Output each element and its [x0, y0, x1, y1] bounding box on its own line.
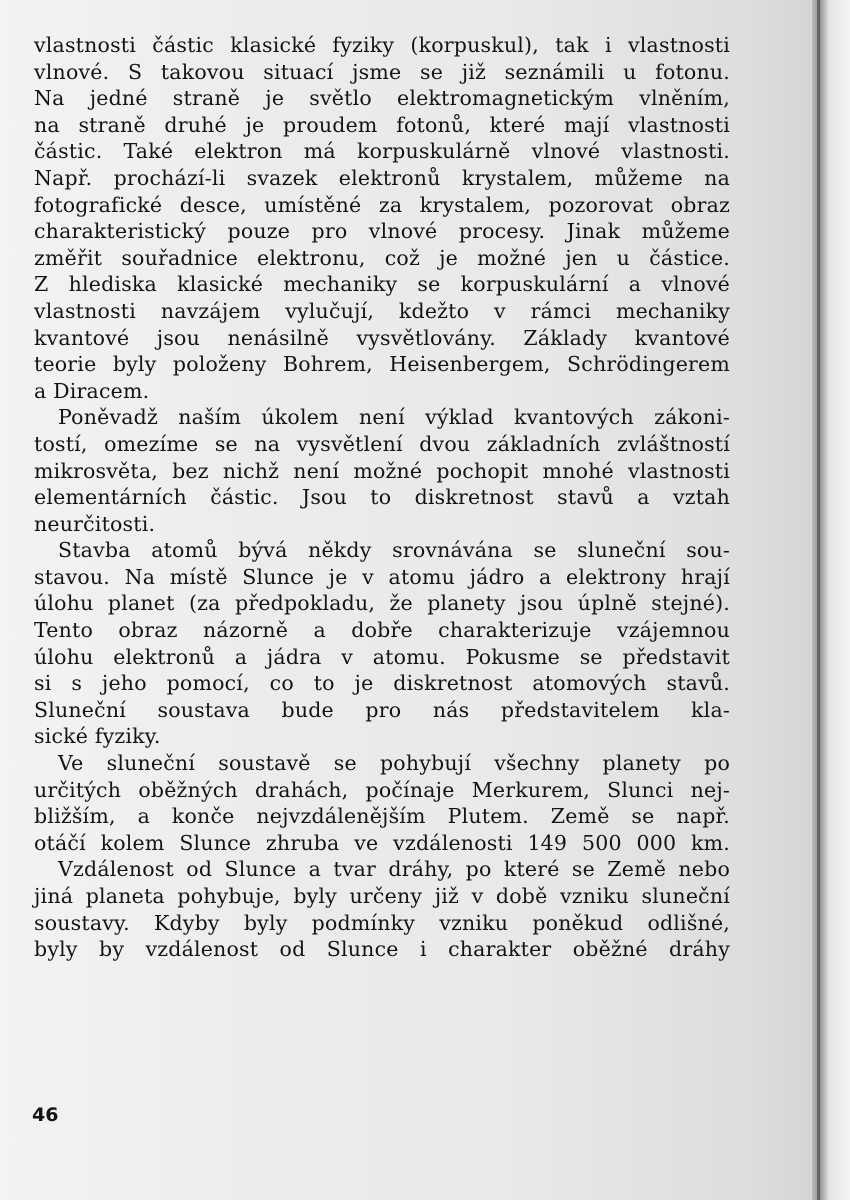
page-edge-line [817, 0, 820, 1200]
paragraph-3 [34, 537, 730, 750]
text-line: Z hlediska klasické mechaniky se korpuskulární a vlnové [34, 272, 730, 297]
text-line: mikrosvěta, bez nichž není možné pochopit mnohé vlastnosti [34, 458, 730, 483]
text-line: Na jedné straně je světlo elektromagnetickým vlněním, [34, 86, 730, 111]
text-line: elementárních částic. Jsou to diskretnost stavů a vztah [34, 485, 730, 510]
text-line: teorie byly položeny Bohrem, Heisenbergem, Schrödingerem [34, 352, 730, 377]
paragraph-2 [34, 404, 730, 537]
text-line: si s jeho pomocí, co to je diskretnost atomových stavů. [34, 671, 730, 696]
text-line: vlnové. S takovou situací jsme se již seznámili u fotonu. [34, 59, 730, 84]
paragraph-4 [34, 750, 730, 856]
text-line: fotografické desce, umístěné za krystalem, pozorovat obraz [34, 192, 730, 217]
text-line: stavou. Na místě Slunce je v atomu jádro a elektrony hrají [34, 564, 730, 589]
text-line: určitých oběžných drahách, počínaje Merkurem, Slunci nej- [34, 777, 730, 802]
text-line: úlohu planet (za předpokladu, že planety jsou úplně stejné). [34, 591, 730, 616]
text-line: byly by vzdálenost od Slunce i charakter oběžné dráhy [34, 937, 730, 962]
page-number: 46 [32, 1104, 59, 1126]
text-line: bližším, a konče nejvzdálenějším Plutem. Země se např. [34, 804, 730, 829]
text-line: neurčitosti. [34, 511, 156, 536]
text-line: kvantové jsou nenásilně vysvětlovány. Základy kvantové [34, 325, 730, 350]
text-line: sické fyziky. [34, 724, 161, 749]
body-text [34, 32, 730, 963]
text-line: vlastnosti částic klasické fyziky (korpuskul), tak i vlastnosti [34, 33, 730, 57]
text-line: Vzdálenost od Slunce a tvar dráhy, po které se Země nebo [58, 857, 730, 882]
text-line: jiná planeta pohybuje, byly určeny již v době vzniku sluneční [34, 884, 730, 908]
text-line: změřit souřadnice elektronu, což je možné jen u částice. [34, 245, 730, 270]
text-line: charakteristický pouze pro vlnové procesy. Jinak můžeme [34, 219, 730, 244]
text-line: Poněvadž naším úkolem není výklad kvantových zákoni- [58, 405, 730, 430]
text-line: na straně druhé je proudem fotonů, které mají vlastnosti [34, 112, 730, 137]
text-line: úlohu elektronů a jádra v atomu. Pokusme se představit [34, 644, 730, 669]
paragraph-5 [34, 856, 730, 962]
text-line: Např. prochází-li svazek elektronů krystalem, můžeme na [34, 165, 730, 190]
text-line: soustavy. Kdyby byly podmínky vzniku poněkud odlišné, [34, 910, 730, 935]
text-line: otáčí kolem Slunce zhruba ve vzdálenosti 149 500 000 km. [34, 830, 730, 855]
text-line: Sluneční soustava bude pro nás představitelem kla- [34, 697, 730, 722]
text-line: tostí, omezíme se na vysvětlení dvou základních zvláštností [34, 431, 730, 456]
text-line: Stavba atomů bývá někdy srovnávána se sluneční sou- [58, 538, 730, 563]
text-line: Ve sluneční soustavě se pohybují všechny planety po [58, 751, 730, 776]
text-line: Tento obraz názorně a dobře charakterizuje vzájemnou [34, 618, 730, 643]
text-line: částic. Také elektron má korpuskulárně vlnové vlastnosti. [34, 139, 730, 164]
paragraph-1 [34, 32, 730, 404]
text-line: vlastnosti navzájem vylučují, kdežto v rámci mechaniky [34, 298, 730, 323]
text-line: a Diracem. [34, 378, 150, 403]
